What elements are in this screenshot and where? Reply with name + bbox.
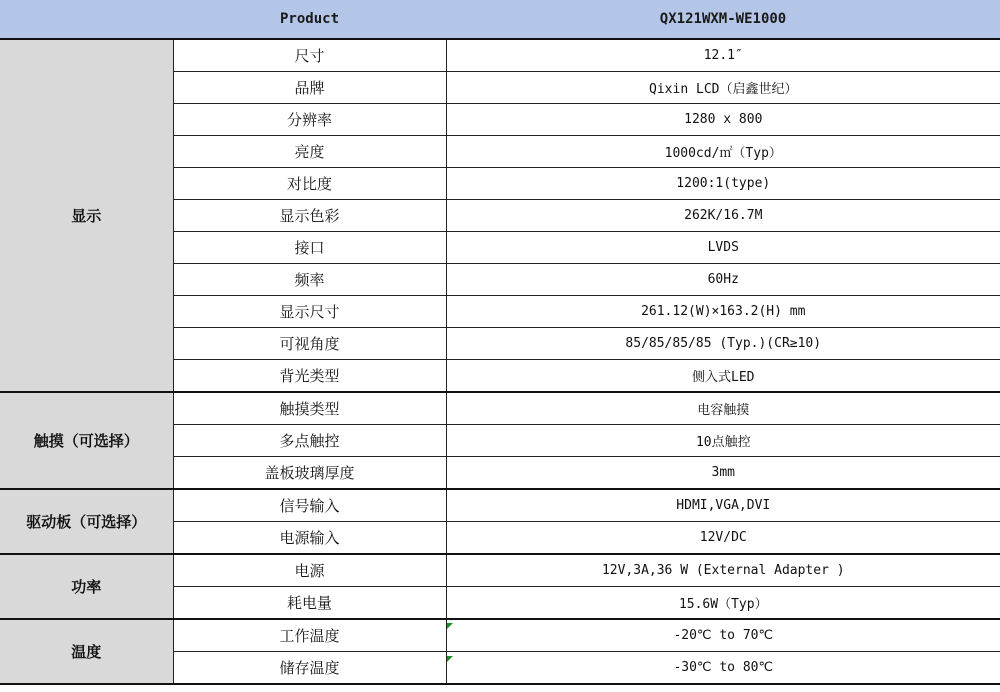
spec-value: 1200:1(type) bbox=[676, 176, 771, 191]
spec-value-cell[interactable] bbox=[446, 619, 1000, 652]
spec-label-cell[interactable] bbox=[173, 200, 446, 232]
spec-label-cell[interactable] bbox=[173, 522, 446, 555]
spec-label-cell[interactable] bbox=[173, 360, 446, 393]
spec-value: -30℃ to 80℃ bbox=[673, 660, 774, 675]
spec-value: 12V/DC bbox=[699, 530, 747, 545]
spec-value-cell[interactable] bbox=[446, 425, 1000, 457]
spec-value: 1280 x 800 bbox=[684, 112, 763, 127]
group-label: 显示 bbox=[71, 207, 102, 225]
spec-label: 盖板玻璃厚度 bbox=[264, 464, 355, 482]
spec-value: 电容触摸 bbox=[697, 403, 750, 418]
spec-label: 亮度 bbox=[294, 143, 325, 161]
spec-value-cell[interactable] bbox=[446, 652, 1000, 685]
group-label-cell[interactable] bbox=[0, 39, 173, 392]
spec-label-cell[interactable] bbox=[173, 136, 446, 168]
spec-value: 12V,3A,36 W (External Adapter ) bbox=[601, 563, 845, 578]
spec-value: 262K/16.7M bbox=[684, 208, 763, 223]
spec-value-cell[interactable] bbox=[446, 168, 1000, 200]
spec-body bbox=[0, 39, 1000, 684]
spec-label: 耗电量 bbox=[287, 594, 333, 612]
group-label-cell[interactable] bbox=[0, 619, 173, 684]
spec-value-cell[interactable] bbox=[446, 104, 1000, 136]
spec-label: 尺寸 bbox=[294, 47, 325, 65]
spec-value-cell[interactable] bbox=[446, 136, 1000, 168]
spec-label-cell[interactable] bbox=[173, 392, 446, 425]
comment-marker[interactable] bbox=[447, 656, 453, 662]
spec-label-cell[interactable] bbox=[173, 264, 446, 296]
model-name: QX121WXM-WE1000 bbox=[659, 11, 787, 27]
spec-value-cell[interactable] bbox=[446, 522, 1000, 555]
spec-label: 接口 bbox=[294, 239, 325, 257]
spec-value-cell[interactable] bbox=[446, 39, 1000, 72]
group-label: 功率 bbox=[71, 578, 102, 596]
spec-label-cell[interactable] bbox=[173, 457, 446, 490]
spec-label-cell[interactable] bbox=[173, 425, 446, 457]
model-cell[interactable] bbox=[446, 0, 1000, 39]
spec-value-cell[interactable] bbox=[446, 72, 1000, 104]
spec-label: 分辨率 bbox=[287, 111, 333, 129]
group-label-cell[interactable] bbox=[0, 489, 173, 554]
spec-label-cell[interactable] bbox=[173, 652, 446, 685]
spec-value-cell[interactable] bbox=[446, 392, 1000, 425]
spec-label: 频率 bbox=[294, 271, 325, 289]
spec-value-cell[interactable] bbox=[446, 264, 1000, 296]
spec-value: 15.6W（Typ） bbox=[678, 597, 768, 612]
group-label-cell[interactable] bbox=[0, 554, 173, 619]
table-row bbox=[0, 392, 1000, 425]
spec-label: 多点触控 bbox=[279, 432, 340, 450]
table-row bbox=[0, 619, 1000, 652]
product-label: Product bbox=[280, 11, 340, 27]
spec-label-cell[interactable] bbox=[173, 296, 446, 328]
spec-value: Qixin LCD（启鑫世纪） bbox=[649, 82, 798, 97]
comment-marker[interactable] bbox=[447, 623, 453, 629]
spec-label: 品牌 bbox=[294, 79, 325, 97]
spec-label: 信号输入 bbox=[279, 497, 340, 515]
product-label-cell[interactable] bbox=[0, 0, 446, 39]
table-row bbox=[0, 554, 1000, 587]
spec-value: LVDS bbox=[707, 240, 739, 255]
spec-value: 85/85/85/85 (Typ.)(CR≥10) bbox=[625, 336, 822, 351]
spec-value-cell[interactable] bbox=[446, 232, 1000, 264]
spec-value: HDMI,VGA,DVI bbox=[676, 498, 771, 513]
spec-value-cell[interactable] bbox=[446, 200, 1000, 232]
spec-value: 60Hz bbox=[707, 272, 739, 287]
table-row bbox=[0, 489, 1000, 522]
spec-label-cell[interactable] bbox=[173, 587, 446, 620]
spec-value-cell[interactable] bbox=[446, 296, 1000, 328]
spec-label: 储存温度 bbox=[279, 659, 340, 677]
spec-value: 261.12(W)×163.2(H) mm bbox=[641, 304, 806, 319]
spec-value: 侧入式LED bbox=[692, 370, 755, 385]
spec-label-cell[interactable] bbox=[173, 104, 446, 136]
group-label: 驱动板（可选择） bbox=[26, 513, 147, 531]
spec-label: 背光类型 bbox=[279, 367, 340, 385]
group-label: 温度 bbox=[71, 643, 102, 661]
spec-label: 显示尺寸 bbox=[279, 303, 340, 321]
spec-value-cell[interactable] bbox=[446, 587, 1000, 620]
spec-label-cell[interactable] bbox=[173, 72, 446, 104]
spec-label: 可视角度 bbox=[279, 335, 340, 353]
spec-value: 1000cd/㎡（Typ） bbox=[664, 146, 782, 161]
spec-label: 工作温度 bbox=[279, 627, 340, 645]
spec-label-cell[interactable] bbox=[173, 554, 446, 587]
spec-label-cell[interactable] bbox=[173, 39, 446, 72]
group-label: 触摸（可选择） bbox=[33, 432, 139, 450]
spec-label-cell[interactable] bbox=[173, 168, 446, 200]
spec-value: 12.1″ bbox=[703, 48, 743, 63]
spec-value: 10点触控 bbox=[695, 435, 751, 450]
spec-value-cell[interactable] bbox=[446, 328, 1000, 360]
header-row bbox=[0, 0, 1000, 39]
table-row bbox=[0, 39, 1000, 72]
spec-label-cell[interactable] bbox=[173, 328, 446, 360]
spec-value-cell[interactable] bbox=[446, 489, 1000, 522]
spec-label: 触摸类型 bbox=[279, 400, 340, 418]
spec-value-cell[interactable] bbox=[446, 554, 1000, 587]
spec-label-cell[interactable] bbox=[173, 489, 446, 522]
spec-value-cell[interactable] bbox=[446, 360, 1000, 393]
spec-value: -20℃ to 70℃ bbox=[673, 628, 774, 643]
group-label-cell[interactable] bbox=[0, 392, 173, 489]
spec-label: 显示色彩 bbox=[279, 207, 340, 225]
spec-label: 电源 bbox=[294, 562, 325, 580]
spec-value: 3mm bbox=[711, 465, 735, 480]
spec-value-cell[interactable] bbox=[446, 457, 1000, 490]
spec-label-cell[interactable] bbox=[173, 619, 446, 652]
spec-label-cell[interactable] bbox=[173, 232, 446, 264]
spec-label: 对比度 bbox=[287, 175, 333, 193]
spec-label: 电源输入 bbox=[279, 529, 340, 547]
